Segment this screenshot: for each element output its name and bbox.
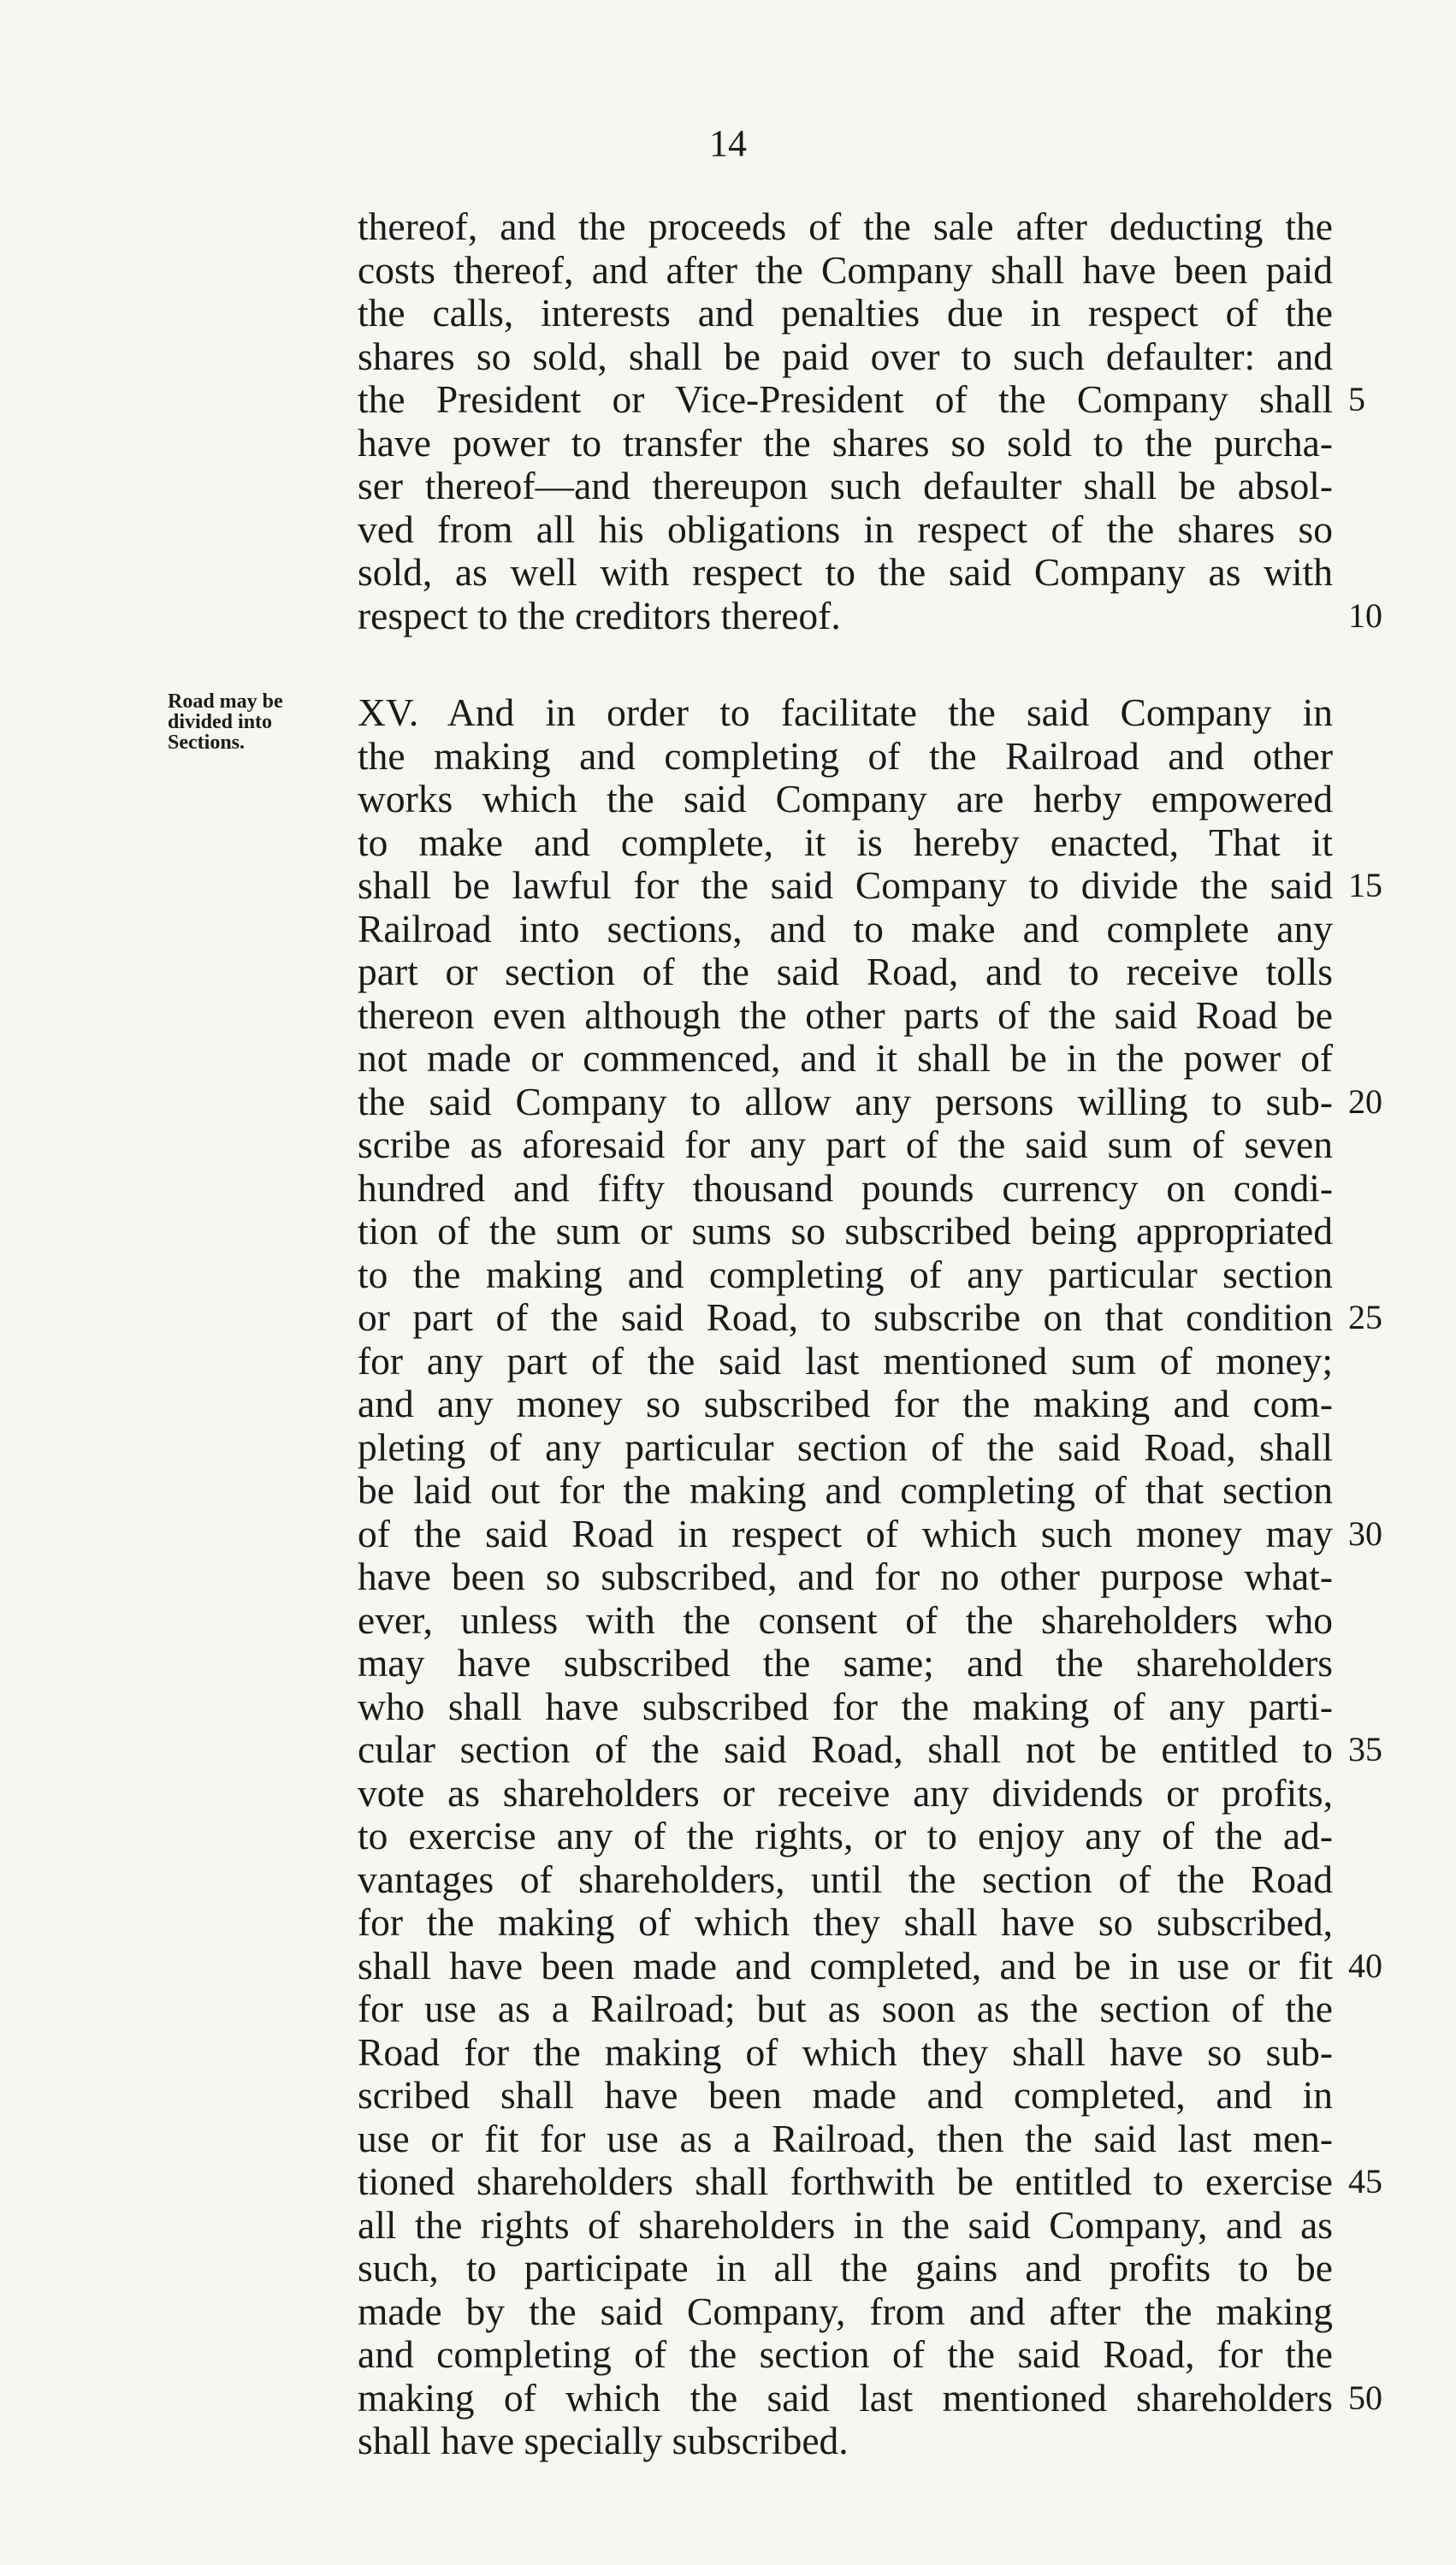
text-line: making of which the said last mentioned shareholders <box>358 2375 1333 2420</box>
text-line: the calls, interests and penalties due in respect of the <box>358 291 1333 335</box>
text-line: of the said Road in respect of which such money may <box>358 1511 1333 1555</box>
text-line: ser thereof—and thereupon such defaulter shall be absol- <box>358 464 1333 507</box>
text-line: part or section of the said Road, and to receive tolls <box>358 950 1333 993</box>
margin-note-line: Sections. <box>168 732 245 754</box>
text-line: all the rights of shareholders in the said Company, and as <box>358 2202 1333 2247</box>
text-line: tioned shareholders shall forthwith be entitled to exercise <box>358 2159 1333 2203</box>
line-number: 50 <box>1348 2378 1382 2417</box>
text-line: be laid out for the making and completing of that section <box>358 1468 1333 1512</box>
text-line: shall be lawful for the said Company to divide the said <box>358 863 1333 907</box>
text-line: shares so sold, shall be paid over to such defaulter: and <box>358 334 1333 378</box>
text-line: scribed shall have been made and completed, and in <box>358 2073 1333 2117</box>
text-line: such, to participate in all the gains and profits to be <box>358 2246 1333 2290</box>
text-line: use or fit for use as a Railroad, then the said last men- <box>358 2116 1333 2160</box>
text-line: vantages of shareholders, until the section of the Road <box>358 1857 1333 1901</box>
text-line: to make and complete, it is hereby enacted, That it <box>358 820 1333 864</box>
text-line: or part of the said Road, to subscribe on that condition <box>358 1295 1333 1339</box>
text-line: vote as shareholders or receive any dividends or profits, <box>358 1770 1333 1815</box>
line-number: 20 <box>1348 1081 1382 1121</box>
text-line: XV. And in order to facilitate the said Company in <box>358 690 1333 734</box>
line-number: 5 <box>1348 380 1365 418</box>
text-line: cular section of the said Road, shall not be entitled to <box>358 1727 1333 1771</box>
text-line: may have subscribed the same; and the shareholders <box>358 1641 1333 1685</box>
text-line: have been so subscribed, and for no other purpose what- <box>358 1555 1333 1598</box>
text-line: scribe as aforesaid for any part of the said sum of seven <box>358 1123 1333 1166</box>
text-line: pleting of any particular section of the said Road, shall <box>358 1425 1333 1469</box>
text-line: shall have been made and completed, and be in use or fit <box>358 1943 1333 1987</box>
text-line: tion of the sum or sums so subscribed being appropriated <box>358 1209 1333 1253</box>
text-line: the President or Vice-President of the Company shall <box>358 377 1333 421</box>
text-line: hundred and fifty thousand pounds currency on condi- <box>358 1165 1333 1210</box>
text-line: ved from all his obligations in respect of the shares so <box>358 506 1333 551</box>
text-line: for the making of which they shall have so subscribed, <box>358 1900 1333 1944</box>
text-line: to exercise any of the rights, or to enjoy any of the ad- <box>358 1814 1333 1857</box>
text-line: Road for the making of which they shall have so sub- <box>358 2029 1333 2074</box>
text-line: who shall have subscribed for the making of any parti- <box>358 1684 1333 1728</box>
text-line: shall have specially subscribed. <box>358 2419 849 2462</box>
line-number: 30 <box>1348 1514 1382 1553</box>
text-line: respect to the creditors thereof. <box>358 593 841 637</box>
text-line: and any money so subscribed for the making and com- <box>358 1382 1333 1425</box>
text-line: have power to transfer the shares so sold to the purcha- <box>358 420 1333 465</box>
line-number: 10 <box>1348 595 1382 635</box>
text-line: costs thereof, and after the Company shall have been paid <box>358 247 1333 292</box>
text-line: and completing of the section of the said Road, for the <box>358 2332 1333 2376</box>
line-number: 40 <box>1348 1946 1382 1985</box>
line-number: 45 <box>1348 2162 1382 2201</box>
text-line: works which the said Company are herby empowered <box>358 777 1333 820</box>
text-line: for any part of the said last mentioned sum of money; <box>358 1338 1333 1383</box>
margin-note <box>168 691 347 753</box>
page-number: 14 <box>709 122 747 164</box>
margin-note-line: Road may be <box>168 690 283 713</box>
margin-note-line: divided into <box>168 711 273 733</box>
line-number: 15 <box>1348 866 1382 904</box>
line-number: 35 <box>1348 1730 1382 1768</box>
text-line: the making and completing of the Railroad and other <box>358 733 1333 778</box>
text-line: sold, as well with respect to the said Company as with <box>358 550 1333 594</box>
text-line: not made or commenced, and it shall be in the power of <box>358 1036 1333 1080</box>
text-line: thereon even although the other parts of the said Road be <box>358 992 1333 1037</box>
text-line: Railroad into sections, and to make and complete any <box>358 906 1333 951</box>
text-line: the said Company to allow any persons willing to sub- <box>358 1079 1333 1123</box>
text-line: to the making and completing of any particular section <box>358 1252 1333 1296</box>
text-line: ever, unless with the consent of the shareholders who <box>358 1597 1333 1642</box>
line-number: 25 <box>1348 1298 1382 1336</box>
text-line: for use as a Railroad; but as soon as the section of the <box>358 1987 1333 2030</box>
text-line: made by the said Company, from and after the making <box>358 2289 1333 2333</box>
text-line: thereof, and the proceeds of the sale after deducting the <box>358 204 1333 248</box>
